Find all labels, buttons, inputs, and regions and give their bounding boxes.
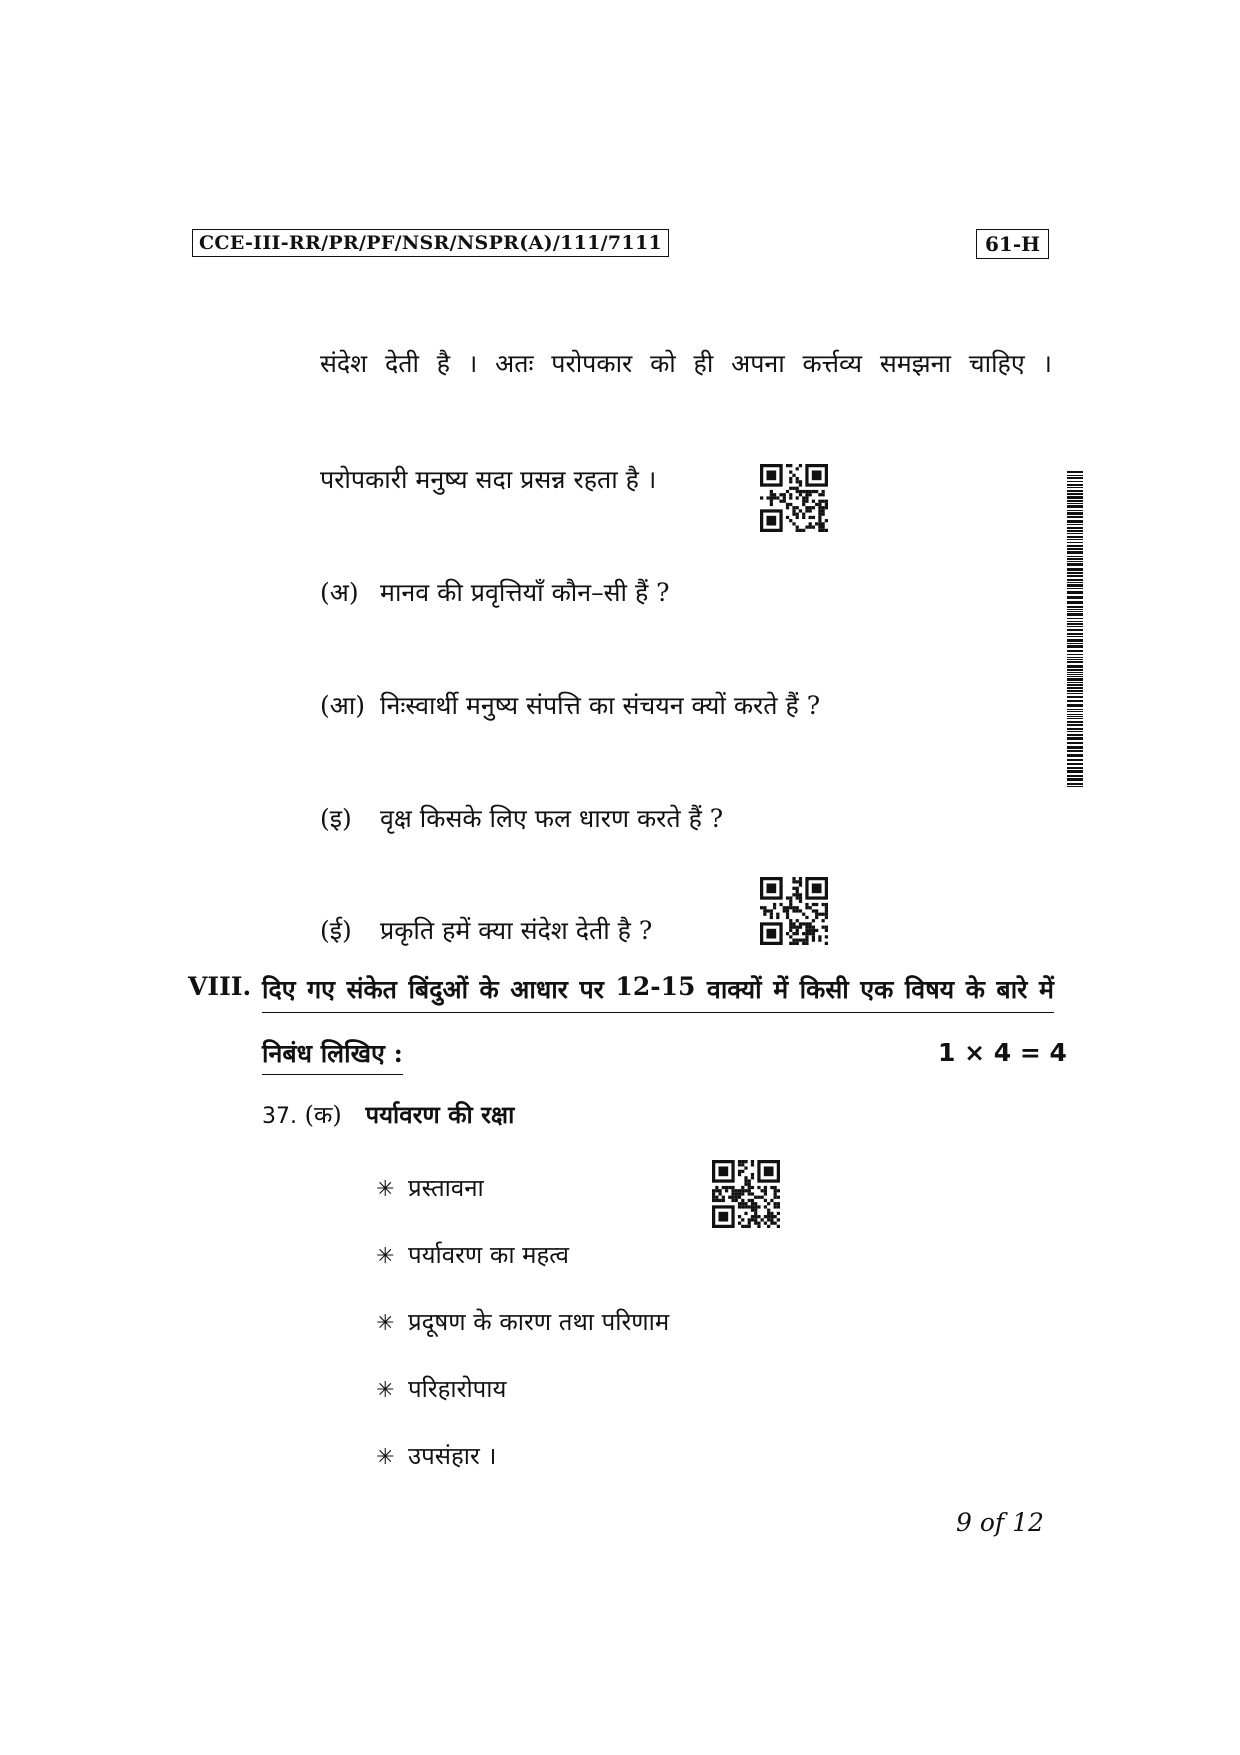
word: कर्त्तव्य [802,349,863,378]
word: बिंदुओं [408,975,469,1004]
word: है [436,349,451,378]
word: के [479,975,499,1004]
passage-line-1 [320,346,1052,380]
asterisk-icon: ✳ [376,1244,395,1269]
essay-point: ✳ प्रस्तावना [376,1174,484,1202]
word: को [650,349,676,378]
word: में [1038,975,1054,1004]
asterisk-icon: ✳ [376,1311,395,1336]
word: दिए [262,975,296,1004]
essay-point: ✳ परिहारोपाय [376,1375,507,1403]
section-instruction-line-2: निबंध लिखिए : [262,1036,403,1075]
set-code: 61-H [976,229,1049,259]
word: चाहिए [968,349,1025,378]
page-number: 9 of 12 [956,1508,1044,1537]
word: । [1042,349,1052,378]
word: पर [579,975,604,1004]
word: ही [693,349,714,378]
question-ii [320,913,652,947]
word: गए [307,975,336,1004]
word: संदेश [320,349,368,378]
question-label: (इ) [320,804,352,833]
paper-code: CCE-III-RR/PR/PF/NSR/NSPR(A)/111/7111 [192,229,669,257]
passage-line-2: परोपकारी मनुष्य सदा प्रसन्न रहता है । [320,465,657,494]
word: समझना [879,349,951,378]
word: विषय [904,975,955,1004]
word: देती [384,349,419,378]
question-text: प्रकृति हमें क्या संदेश देती है ? [380,916,653,945]
essay-point: ✳ उपसंहार । [376,1442,497,1470]
qr-code-icon [760,877,828,945]
word: अतः [495,349,534,378]
question-i [320,801,723,835]
question-aa [320,688,820,722]
word: बारे [996,975,1028,1004]
word: संकेत [346,975,397,1004]
word: अपना [731,349,785,378]
word: । [467,349,478,378]
question-text: निःस्वार्थी मनुष्य संपत्ति का संचयन क्यों करते हैं ? [380,691,821,720]
section-number: VIII. [188,972,252,1001]
question-label: (ई) [320,916,352,945]
essay-point: ✳ प्रदूषण के कारण तथा परिणाम [376,1308,670,1336]
question-option-label: (क) [304,1101,342,1129]
marks-scheme: 1 × 4 = 4 [938,1038,1067,1067]
question-label: (अ) [320,578,359,607]
question-text: मानव की प्रवृत्तियाँ कौन–सी हैं ? [380,578,670,607]
asterisk-icon: ✳ [376,1177,395,1202]
essay-topic-title: पर्यावरण की रक्षा [365,1100,515,1129]
question-a [320,575,670,609]
word: वाक्यों [706,975,762,1004]
word: एक [860,975,894,1004]
qr-code-icon [712,1160,780,1228]
word: के [965,975,985,1004]
section-instruction-line-1 [262,972,1054,1013]
word: आधार [510,975,568,1004]
asterisk-icon: ✳ [376,1378,395,1403]
question-number: 37. [262,1104,297,1129]
question-label: (आ) [320,691,366,720]
barcode-icon [1067,471,1083,787]
question-37 [262,1098,514,1131]
qr-code-icon [760,464,828,532]
word: में [773,975,789,1004]
question-text: वृक्ष किसके लिए फल धारण करते हैं ? [380,804,724,833]
essay-point: ✳ पर्यावरण का महत्व [376,1241,569,1269]
word: 12-15 [615,972,696,1001]
word: किसी [799,975,849,1004]
asterisk-icon: ✳ [376,1445,395,1470]
word: परोपकार [551,349,633,378]
